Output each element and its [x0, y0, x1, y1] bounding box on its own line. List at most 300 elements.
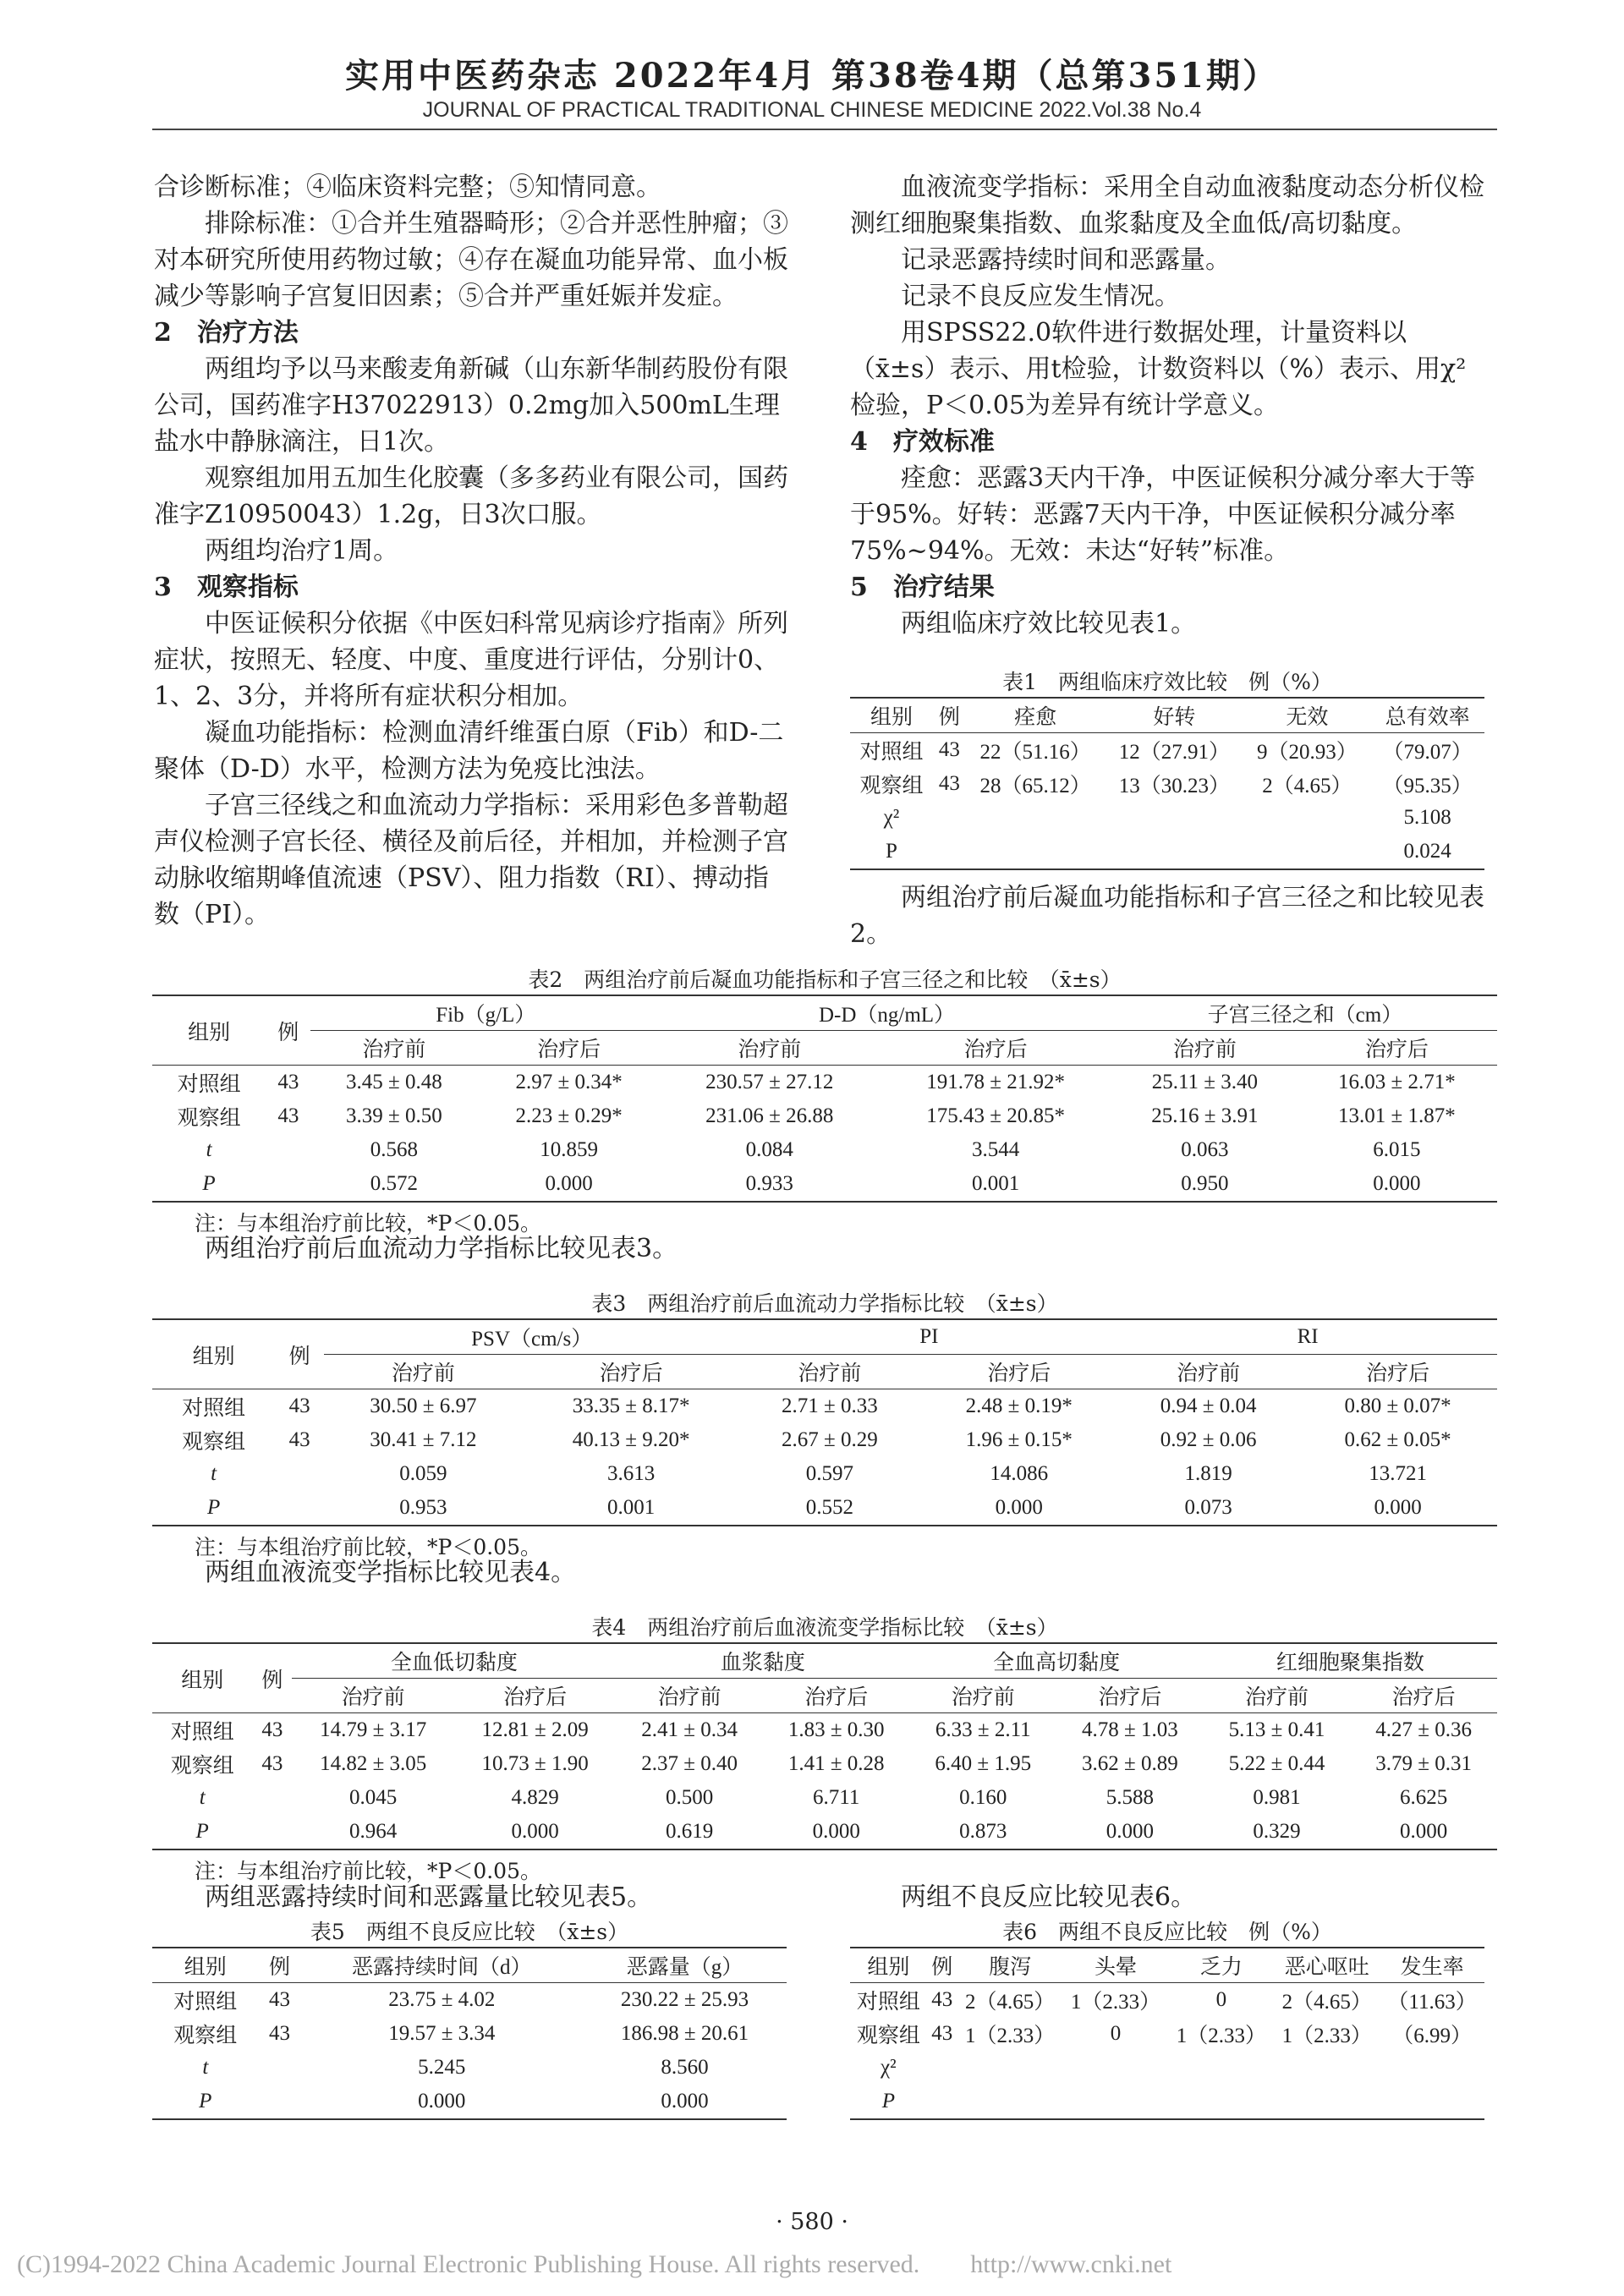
table-cell: 对照组	[170, 1721, 234, 1744]
paragraph-block	[154, 1230, 1490, 1267]
table-row	[850, 801, 1484, 835]
table-cell: 4.829	[511, 1786, 559, 1809]
table-cell	[259, 2085, 301, 2119]
table-group-header: 子宫三径之和（cm）	[1113, 995, 1497, 1031]
table-cell: 2（4.65）	[1281, 1991, 1372, 2014]
table-row	[850, 2085, 1484, 2119]
table-header: 发生率	[1380, 1948, 1484, 1983]
table-cell: P	[152, 1491, 275, 1526]
table-row	[850, 1983, 1484, 2018]
table-cell: 0.500	[665, 1786, 714, 1809]
table-cell: 43	[269, 2022, 291, 2045]
table-cell: 0.001	[523, 1491, 740, 1526]
table-cell: χ²	[881, 2056, 897, 2079]
table-cell	[933, 835, 966, 869]
table-cell: 9（20.93）	[1256, 741, 1358, 764]
table-cell: P	[850, 835, 933, 869]
table-cell: 0.953	[324, 1491, 523, 1526]
table-header: 恶露量（g）	[583, 1948, 787, 1983]
paragraph: 两组恶露持续时间和恶露量比较见表5。	[205, 1882, 653, 1912]
table-cell: 13.01 ± 1.87*	[1338, 1104, 1456, 1127]
table-cell	[266, 1133, 310, 1167]
table-cell: 5.245	[418, 2056, 466, 2079]
table-cell: 0.981	[1253, 1786, 1301, 1809]
table-cell: P	[152, 2085, 259, 2119]
table-cell: 6.625	[1400, 1786, 1448, 1809]
table-cell: 1（2.33）	[965, 2025, 1056, 2047]
table-cell: 0.950	[1113, 1167, 1297, 1202]
table-header: 例	[266, 995, 310, 1066]
table-header: 恶心呕吐	[1274, 1948, 1380, 1983]
table-cell: 230.57 ± 27.12	[705, 1071, 834, 1093]
table-header: 例	[933, 698, 966, 733]
table-group-header: RI	[1118, 1319, 1497, 1355]
paragraph: 两组治疗前后凝血功能指标和子宫三径之和比较见表2。	[850, 883, 1484, 949]
table-cell: 2.97 ± 0.34*	[515, 1071, 623, 1093]
left-column	[154, 169, 788, 933]
table-cell: 0.045	[349, 1786, 398, 1809]
table1	[850, 697, 1484, 870]
table5-caption: 表5 两组不良反应比较 （x̄±s）	[310, 1920, 629, 1944]
table-cell: 0.000	[583, 2085, 787, 2119]
table-cell: 0.597	[805, 1462, 854, 1485]
table-cell: 43	[288, 1428, 310, 1451]
table-header: 治疗前	[1204, 1679, 1351, 1713]
table-cell: 观察组	[173, 2025, 238, 2047]
table-cell	[957, 2085, 1063, 2119]
table-header: 乏力	[1168, 1948, 1274, 1983]
table-cell: 2.23 ± 0.29*	[515, 1104, 623, 1127]
table-cell: 4.78 ± 1.03	[1082, 1718, 1178, 1741]
table-cell	[252, 1781, 292, 1815]
table-cell	[1105, 801, 1243, 835]
table-header: 组别	[152, 1643, 252, 1713]
table-cell: 16.03 ± 2.71*	[1338, 1071, 1456, 1093]
table-cell: 5.588	[1106, 1786, 1155, 1809]
table-cell: 0.873	[910, 1815, 1057, 1849]
table3-note: 注：与本组治疗前比较，*P＜0.05。	[195, 1535, 541, 1559]
table-cell: 0.62 ± 0.05*	[1344, 1428, 1451, 1451]
table-cell: 对照组	[173, 1991, 238, 2014]
table2-caption: 表2 两组治疗前后凝血功能指标和子宫三径之和比较 （x̄±s）	[528, 967, 1122, 992]
table1-caption: 表1 两组临床疗效比较 例（%）	[1002, 670, 1332, 694]
table-cell: 观察组	[182, 1431, 246, 1454]
journal-title-cn: 实用中医药杂志 2022年4月 第38卷4期（总第351期）	[344, 56, 1279, 96]
table-header: 腹泻	[957, 1948, 1063, 1983]
table4-note: 注：与本组治疗前比较，*P＜0.05。	[195, 1859, 541, 1883]
table3-caption: 表3 两组治疗前后血流动力学指标比较 （x̄±s）	[591, 1291, 1058, 1316]
table-cell: 14.79 ± 3.17	[320, 1718, 427, 1741]
table3	[152, 1318, 1497, 1526]
paragraph: 中医证候积分依据《中医妇科常见病诊疗指南》所列症状，按照无、轻度、中度、重度进行评估，分别计0、1、2、3分，并将所有症状积分相加。	[154, 609, 788, 711]
paragraph-block	[850, 879, 1484, 952]
table-cell: （11.63）	[1387, 1991, 1477, 2014]
table-cell: 对照组	[177, 1073, 241, 1096]
table-row	[850, 2017, 1484, 2051]
table-header: 治疗前	[910, 1679, 1057, 1713]
table-cell: 43	[931, 2022, 953, 2045]
table-header: 治疗后	[477, 1031, 661, 1066]
table4-caption: 表4 两组治疗前后血液流变学指标比较 （x̄±s）	[591, 1615, 1058, 1640]
table-cell: 0.084	[745, 1138, 793, 1161]
table-cell: 22（51.16）	[979, 741, 1091, 764]
table-cell: 0.329	[1204, 1815, 1351, 1849]
table-cell: 3.62 ± 0.89	[1082, 1752, 1178, 1775]
table-row	[152, 1099, 1497, 1133]
table-header: 组别	[850, 698, 933, 733]
paragraph: 凝血功能指标：检测血清纤维蛋白原（Fib）和D-二聚体（D-D）水平，检测方法为免疫比浊法。	[154, 718, 784, 784]
table-cell: 0.94 ± 0.04	[1160, 1395, 1257, 1417]
table-cell: t	[206, 1138, 212, 1161]
table-cell: 8.560	[661, 2056, 709, 2079]
table-header: 治疗后	[1298, 1355, 1497, 1389]
table-header: 治疗后	[454, 1679, 616, 1713]
table-cell: 0	[1110, 2022, 1122, 2045]
table-row	[152, 1781, 1497, 1815]
table-cell: 3.544	[972, 1138, 1020, 1161]
table-cell	[927, 2051, 957, 2085]
table-cell: 43	[261, 1752, 283, 1775]
table-cell: χ²	[883, 806, 900, 829]
table-row	[152, 2085, 787, 2119]
table-cell	[933, 801, 966, 835]
table-cell: 0.073	[1118, 1491, 1298, 1526]
table6-block	[850, 1918, 1484, 2120]
table-cell: 对照组	[859, 741, 924, 764]
table-header: 治疗前	[739, 1355, 919, 1389]
table-row	[152, 1747, 1497, 1781]
paragraph: 血液流变学指标：采用全自动血液黏度动态分析仪检测红细胞聚集指数、血浆黏度及全血低/高切黏度。	[850, 173, 1484, 238]
table-cell: 0.000	[1350, 1815, 1497, 1849]
table-row	[152, 1423, 1497, 1457]
copyright-notice: (C)1994-2022 China Academic Journal Electronic Publishing House. All rights reserved. http://www.cnki.net	[17, 2250, 1172, 2278]
table-cell: 43	[261, 1718, 283, 1741]
table-header: 组别	[152, 1319, 275, 1389]
table3-block	[152, 1290, 1497, 1562]
table-cell	[1063, 2051, 1169, 2085]
section-heading: 3 观察指标	[154, 573, 299, 602]
table-cell: 1（2.33）	[1070, 1991, 1161, 2014]
table-row	[152, 1457, 1497, 1491]
table-cell: 2.67 ± 0.29	[782, 1428, 878, 1451]
journal-title-en: JOURNAL OF PRACTICAL TRADITIONAL CHINESE MEDICINE 2022.Vol.38 No.4	[422, 98, 1202, 122]
table-cell: 43	[288, 1395, 310, 1417]
table-header: 治疗前	[1118, 1355, 1298, 1389]
table-header: 治疗后	[1297, 1031, 1497, 1066]
table-cell	[259, 2051, 301, 2085]
table-cell	[1105, 835, 1243, 869]
paragraph: 记录恶露持续时间和恶露量。	[901, 245, 1231, 275]
table-cell	[1274, 2051, 1380, 2085]
table-cell: 12.81 ± 2.09	[481, 1718, 589, 1741]
section-heading: 2 治疗方法	[154, 318, 299, 348]
table-cell: 30.50 ± 6.97	[370, 1395, 477, 1417]
table-cell: 5.22 ± 0.44	[1228, 1752, 1325, 1775]
table-cell: 23.75 ± 4.02	[388, 1988, 496, 2011]
table2	[152, 995, 1497, 1203]
table-cell	[927, 2085, 957, 2119]
table-cell: 1.83 ± 0.30	[787, 1718, 885, 1741]
table5-block	[152, 1918, 787, 2120]
table6-caption: 表6 两组不良反应比较 例（%）	[1002, 1920, 1332, 1944]
table-cell: 6.711	[813, 1786, 860, 1809]
table-cell: 1（2.33）	[1281, 2025, 1372, 2047]
table-cell	[1063, 2085, 1169, 2119]
table4	[152, 1642, 1497, 1850]
table-header: 治疗后	[1056, 1679, 1204, 1713]
table-cell: 43	[269, 1988, 291, 2011]
table-cell	[1380, 2051, 1484, 2085]
table-cell: t	[211, 1462, 217, 1485]
table2-note: 注：与本组治疗前比较，*P＜0.05。	[195, 1211, 541, 1236]
table-group-header: Fib（g/L）	[310, 995, 661, 1031]
paragraph: 排除标准：①合并生殖器畸形；②合并恶性肿瘤；③对本研究所使用药物过敏；④存在凝血功能异常、血小板减少等影响子宫复旧因素；⑤合并严重妊娠并发症。	[154, 209, 788, 311]
table-cell: 0.568	[370, 1138, 418, 1161]
table-header: 例	[927, 1948, 957, 1983]
table-cell: 0.000	[477, 1167, 661, 1202]
table-header: 治疗前	[324, 1355, 523, 1389]
table-header: 治疗后	[1350, 1679, 1497, 1713]
table-cell: 2.48 ± 0.19*	[965, 1395, 1073, 1417]
table-cell	[966, 801, 1105, 835]
table-cell: 0.000	[301, 2085, 584, 2119]
table-header: 例	[275, 1319, 324, 1389]
table-row	[152, 2051, 787, 2085]
table-group-header: 全血高切黏度	[910, 1643, 1204, 1679]
table-cell: 3.79 ± 0.31	[1375, 1752, 1472, 1775]
table-row	[152, 1133, 1497, 1167]
table-cell: 43	[931, 1988, 953, 2011]
table-cell: 0.000	[1297, 1167, 1497, 1202]
table-cell: 231.06 ± 26.88	[705, 1104, 834, 1127]
page-number: · 580 ·	[776, 2209, 848, 2235]
table-cell: 175.43 ± 20.85*	[926, 1104, 1066, 1127]
table-cell: 33.35 ± 8.17*	[572, 1395, 690, 1417]
section-heading: 5 治疗结果	[850, 573, 995, 602]
table-cell: 43	[938, 738, 960, 761]
table-cell: 0.000	[1056, 1815, 1204, 1849]
table-cell: 19.57 ± 3.34	[388, 2022, 496, 2045]
table-cell	[1168, 2051, 1274, 2085]
table-cell: 观察组	[859, 775, 924, 797]
paragraph: 记录不良反应发生情况。	[901, 282, 1180, 311]
table-cell: 0.552	[739, 1491, 919, 1526]
table-cell: 观察组	[170, 1755, 234, 1778]
table-cell: 观察组	[856, 2025, 920, 2047]
table-cell: 0.80 ± 0.07*	[1344, 1395, 1451, 1417]
table-row	[152, 1066, 1497, 1100]
table-cell	[957, 2051, 1063, 2085]
table-row	[152, 2017, 787, 2051]
table-group-header: 红细胞聚集指数	[1204, 1643, 1497, 1679]
table-group-header: D-D（ng/mL）	[661, 995, 1113, 1031]
table-group-header: PI	[739, 1319, 1118, 1355]
table-cell: 3.45 ± 0.48	[345, 1071, 442, 1093]
paragraph: 痊愈：恶露3天内干净，中医证候积分减分率大于等于95%。好转：恶露7天内干净，中医证候积分减分率75%~94%。无效：未达“好转”标准。	[850, 463, 1476, 566]
table5	[152, 1947, 787, 2120]
table-cell: 0	[1215, 1988, 1227, 2011]
table-cell: 2（4.65）	[965, 1991, 1056, 2014]
table-cell	[1168, 2085, 1274, 2119]
table-header: 治疗前	[292, 1679, 453, 1713]
paragraph: 两组治疗前后血流动力学指标比较见表3。	[205, 1234, 678, 1263]
table-header: 组别	[152, 995, 266, 1066]
table-cell: 6.015	[1373, 1138, 1421, 1161]
table-cell: 25.16 ± 3.91	[1151, 1104, 1259, 1127]
table-cell: 0.001	[878, 1167, 1113, 1202]
table-cell: 40.13 ± 9.20*	[572, 1428, 690, 1451]
table-cell: P	[152, 1815, 252, 1849]
table-cell: 0.933	[661, 1167, 878, 1202]
table-cell: 43	[277, 1071, 299, 1093]
table-cell: 0.964	[292, 1815, 453, 1849]
header-rule	[152, 129, 1497, 130]
table-cell	[266, 1167, 310, 1202]
table-cell: 14.82 ± 3.05	[320, 1752, 427, 1775]
table-cell: 0.000	[919, 1491, 1118, 1526]
table-cell: （95.35）	[1382, 775, 1473, 797]
table-header: 无效	[1244, 698, 1371, 733]
table-header: 治疗后	[763, 1679, 910, 1713]
table-cell: 13（30.23）	[1118, 775, 1231, 797]
table-cell: t	[202, 2056, 209, 2079]
table-cell	[1244, 801, 1371, 835]
table-cell: 30.41 ± 7.12	[370, 1428, 477, 1451]
table-cell: P	[850, 2085, 927, 2119]
table-row	[850, 767, 1484, 801]
table-cell: t	[199, 1786, 206, 1809]
table-cell: 2（4.65）	[1262, 775, 1352, 797]
paragraph: 观察组加用五加生化胶囊（多多药业有限公司，国药准字Z10950043）1.2g，日3次口服。	[154, 463, 788, 529]
paragraph: 两组均治疗1周。	[205, 536, 399, 566]
table-cell: 0.619	[616, 1815, 763, 1849]
table-cell: 6.33 ± 2.11	[935, 1718, 1031, 1741]
table-cell	[275, 1457, 324, 1491]
table-header: 治疗后	[919, 1355, 1118, 1389]
table-cell	[966, 835, 1105, 869]
table-header: 恶露持续时间（d）	[301, 1948, 584, 1983]
table-row	[850, 835, 1484, 869]
table-cell: 5.108	[1403, 806, 1451, 829]
paragraph-block	[850, 1879, 1484, 1915]
table-cell	[1244, 835, 1371, 869]
paragraph: 两组均予以马来酸麦角新碱（山东新华制药股份有限公司，国药准字H37022913）0.2mg加入500mL生理盐水中静脉滴注，日1次。	[154, 354, 788, 457]
table-cell: 4.27 ± 0.36	[1375, 1718, 1472, 1741]
table-row	[152, 1167, 1497, 1202]
table-header: 例	[259, 1948, 301, 1983]
table-cell: 0.024	[1370, 835, 1484, 869]
table-cell: 43	[938, 772, 960, 795]
table-cell: 25.11 ± 3.40	[1151, 1071, 1258, 1093]
table-cell: 5.13 ± 0.41	[1228, 1718, 1325, 1741]
table-cell: 0.000	[454, 1815, 616, 1849]
table-header: 治疗前	[616, 1679, 763, 1713]
table-cell: 43	[277, 1104, 299, 1127]
table-cell	[1380, 2085, 1484, 2119]
table-row	[850, 2051, 1484, 2085]
table-cell: （79.07）	[1382, 741, 1473, 764]
table6	[850, 1947, 1484, 2120]
paragraph: 合诊断标准；④临床资料完整；⑤知情同意。	[154, 173, 661, 202]
table-cell: 1（2.33）	[1176, 2025, 1266, 2047]
table-cell: 1.96 ± 0.15*	[965, 1428, 1073, 1451]
table-cell: 10.73 ± 1.90	[481, 1752, 589, 1775]
table4-block	[152, 1614, 1497, 1886]
table-header: 痊愈	[966, 698, 1105, 733]
paragraph-block	[154, 1554, 1490, 1591]
table-cell: 观察组	[177, 1107, 241, 1130]
paragraph: 子宫三径线之和血流动力学指标：采用彩色多普勒超声仪检测子宫长径、横径及前后径，并相加，并检测子宫动脉收缩期峰值流速（PSV）、阻力指数（RI）、搏动指数（PI）。	[154, 791, 788, 929]
table-cell: 对照组	[182, 1397, 246, 1420]
table-row	[152, 1389, 1497, 1424]
table-header: 治疗后	[523, 1355, 740, 1389]
table-cell: 对照组	[856, 1991, 920, 2014]
table-cell: 191.78 ± 21.92*	[926, 1071, 1066, 1093]
table-header: 组别	[850, 1948, 927, 1983]
table-header: 治疗后	[878, 1031, 1113, 1066]
table-cell	[275, 1491, 324, 1526]
table-header: 治疗前	[310, 1031, 477, 1066]
table-row	[850, 733, 1484, 768]
table-header: 头晕	[1063, 1948, 1169, 1983]
table-cell: 13.721	[1369, 1462, 1427, 1485]
table-group-header: 血浆黏度	[616, 1643, 909, 1679]
section-heading: 4 疗效标准	[850, 427, 995, 457]
table-header: 治疗前	[1113, 1031, 1297, 1066]
table-group-header: PSV（cm/s）	[324, 1319, 739, 1355]
table-cell: 6.40 ± 1.95	[935, 1752, 1032, 1775]
table2-block	[152, 966, 1497, 1238]
table-cell: 0.160	[959, 1786, 1007, 1809]
table-cell: 10.859	[540, 1138, 599, 1161]
table-cell: 2.71 ± 0.33	[782, 1395, 878, 1417]
table-header: 组别	[152, 1948, 259, 1983]
paragraph: 两组血液流变学指标比较见表4。	[205, 1558, 577, 1587]
table-header: 好转	[1105, 698, 1243, 733]
table-cell: 0.92 ± 0.06	[1160, 1428, 1257, 1451]
table-cell: 3.613	[606, 1462, 656, 1485]
table-cell: 0.063	[1181, 1138, 1229, 1161]
table-cell	[1274, 2085, 1380, 2119]
table-row	[152, 1713, 1497, 1748]
table-row	[152, 1815, 1497, 1849]
table-header: 治疗前	[661, 1031, 878, 1066]
paragraph: 用SPSS22.0软件进行数据处理，计量资料以（x̄±s）表示、用t检验，计数资料以（%）表示、用χ²检验，P＜0.05为差异有统计学意义。	[850, 318, 1467, 420]
right-column	[850, 169, 1484, 642]
table-cell: 14.086	[990, 1462, 1049, 1485]
table-cell: （6.99）	[1392, 2025, 1472, 2047]
paragraph-block	[154, 1879, 788, 1915]
table-cell: 28（65.12）	[979, 775, 1091, 797]
table-cell: 3.39 ± 0.50	[345, 1104, 442, 1127]
table-cell: 186.98 ± 20.61	[620, 2022, 749, 2045]
table-row	[152, 1983, 787, 2018]
table-cell	[252, 1815, 292, 1849]
table-group-header: 全血低切黏度	[292, 1643, 616, 1679]
table-cell: 0.572	[310, 1167, 477, 1202]
table-cell: P	[152, 1167, 266, 1202]
table-cell: 0.000	[1298, 1491, 1497, 1526]
table-cell: 12（27.91）	[1118, 741, 1231, 764]
table1-block	[850, 668, 1484, 870]
paragraph: 两组临床疗效比较见表1。	[901, 609, 1197, 638]
table-header: 总有效率	[1370, 698, 1484, 733]
table-cell: 2.37 ± 0.40	[641, 1752, 738, 1775]
table-cell: 2.41 ± 0.34	[641, 1718, 738, 1741]
table-cell: 0.059	[399, 1462, 447, 1485]
table-cell: 1.41 ± 0.28	[787, 1752, 885, 1775]
table-header: 例	[252, 1643, 292, 1713]
